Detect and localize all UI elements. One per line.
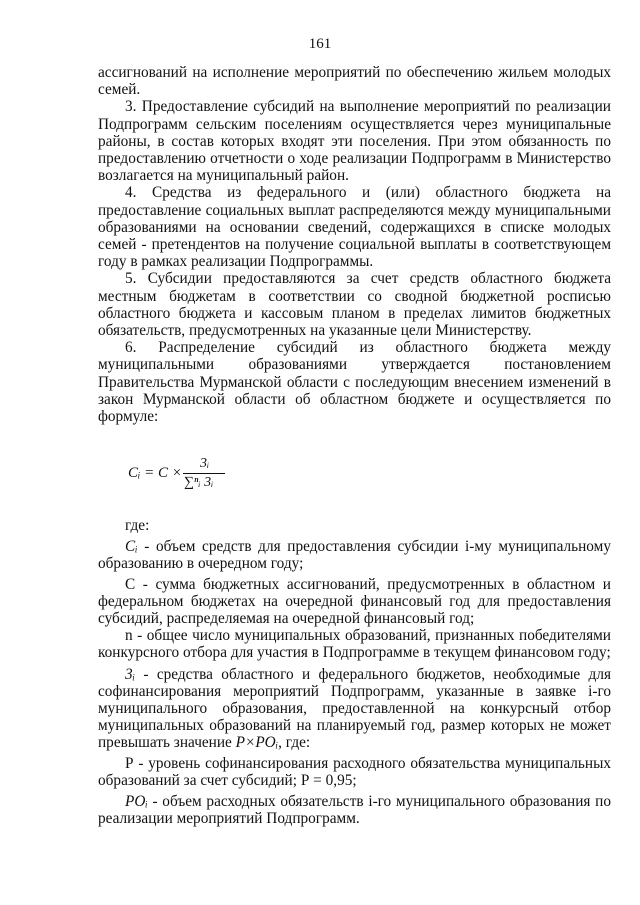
formula-lhs: Cᵢ = C ×	[128, 465, 182, 481]
top-text-block	[98, 64, 611, 425]
inline-formula: P×POᵢ	[235, 734, 279, 752]
definitions-block	[98, 517, 611, 827]
definition-poi: POᵢ - объем расходных обязательств i-го муниципального образования по реализации мероприятий Подпрограмм.	[98, 793, 611, 828]
definition-3i: 3ᵢ - средства областного и федерального бюджетов, необходимые для софинансирования мероприятий Подпрограмм, указанные в заявке i-го муниципального образования, предоставленной на конкурсный отбор муниципальных образований на планируемый год, размер которых не может превышать значение P×POᵢ, где:	[98, 665, 611, 752]
symbol-poi: POᵢ	[125, 793, 148, 811]
fraction-bar	[183, 473, 225, 474]
paragraph-5: 5. Субсидии предоставляются за счет средств областного бюджета местным бюджетам в соответствии со сводной бюджетной росписью областного бюджета и кассовым планом в пределах лимитов бюджетных обязательств, предусмотренных на указанные цели Министерству.	[98, 270, 611, 340]
formula-numerator: 3ᵢ	[200, 456, 210, 471]
definition-n: n - общее число муниципальных образований, признанных победителями конкурсного отбора для участия в Подпрограмме в текущем финансовом году;	[98, 627, 611, 662]
paragraph-6: 6. Распределение субсидий из областного бюджета между муниципальными образованиями утверждается постановлением Правительства Мурманской области с последующим внесением изменений в закон Мурманской области об областном бюджете и осуществляется по формуле:	[98, 339, 611, 426]
where-label: где:	[125, 517, 150, 534]
formula-denominator: ∑ⁿᵢ 3ᵢ	[184, 475, 214, 490]
paragraph-4: 4. Средства из федерального и (или) областного бюджета на предоставление социальных выплат распределяются между муниципальными образованиями на основании сведений, содержащихся в списке молодых семей - претендентов на получение социальной выплаты в соответствующем году в рамках реализации Подпрограммы.	[98, 184, 611, 271]
definition-c: С - сумма бюджетных ассигнований, предусмотренных в областном и федеральном бюджетах на очередной финансовый год для предоставления субсидий, распределяемая на очередной финансовый год;	[98, 575, 611, 628]
distribution-formula	[128, 456, 238, 504]
definition-p: Р - уровень софинансирования расходного обязательства муниципальных образований за счет субсидий; Р = 0,95;	[98, 754, 611, 789]
definition-ci: Cᵢ - объем средств для предоставления субсидии i-му муниципальному образованию в очередном году;	[98, 538, 611, 573]
symbol-3i: 3ᵢ	[125, 665, 136, 683]
page-number: 161	[308, 36, 332, 52]
paragraph-3: 3. Предоставление субсидий на выполнение мероприятий по реализации Подпрограмм сельским поселениям осуществляется через муниципальные районы, в состав которых входят эти поселения. При этом обязанность по предоставлению отчетности о ходе реализации Подпрограмм в Министерство возлагается на муниципальный район.	[98, 98, 611, 185]
paragraph-continuation: ассигнований на исполнение мероприятий по обеспечению жильем молодых семей.	[98, 64, 611, 99]
symbol-ci: Cᵢ	[125, 538, 138, 556]
